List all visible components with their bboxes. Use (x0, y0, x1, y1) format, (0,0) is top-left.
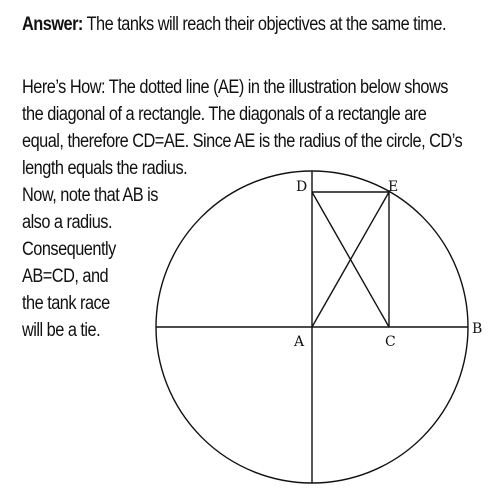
explanation-line: the diagonal of a rectangle. The diagonals of a rectangle are (22, 104, 427, 125)
side-line: AB=CD, and (22, 266, 109, 287)
label-d: D (296, 179, 308, 195)
answer-text: The tanks will reach their objectives at the same time. (82, 14, 447, 35)
label-a: A (294, 334, 305, 350)
explanation-line: equal, therefore CD=AE. Since AE is the radius of the circle, CD’s (22, 131, 463, 152)
explanation-line: Here’s How: The dotted line (AE) in the illustration below shows (22, 77, 448, 98)
label-b: B (472, 321, 483, 337)
side-line: Consequently (22, 239, 116, 260)
side-line: the tank race (22, 293, 110, 314)
side-line: also a radius. (22, 212, 112, 233)
explanation-line: length equals the radius. (22, 158, 188, 179)
label-e: E (388, 179, 399, 195)
side-line: will be a tie. (22, 320, 101, 341)
answer-label: Answer: (22, 14, 83, 35)
side-line: Now, note that AB is (22, 185, 158, 206)
label-c: C (385, 334, 396, 350)
